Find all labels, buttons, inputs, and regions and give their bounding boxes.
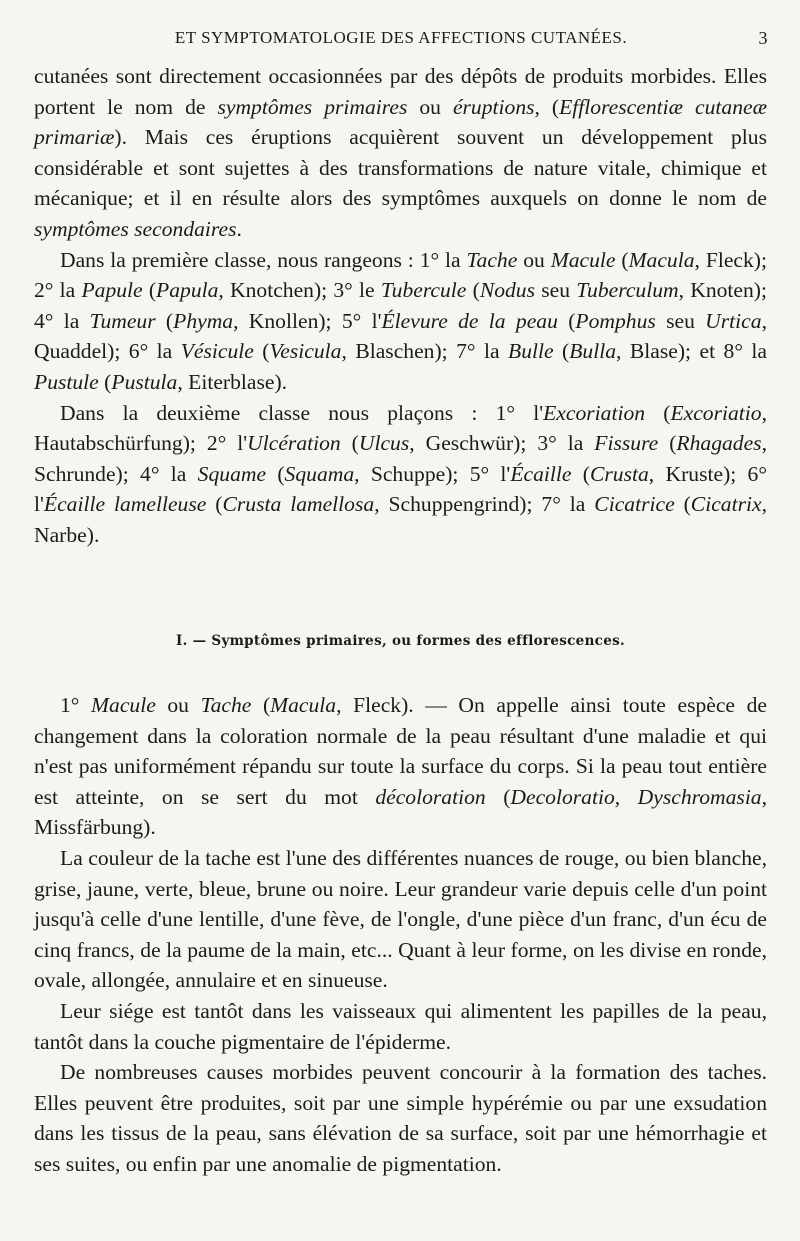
italic-term: Ulcus	[358, 431, 410, 456]
italic-term: Excoriation	[543, 400, 646, 425]
italic-term: éruptions	[452, 94, 535, 119]
italic-term: Macule	[91, 693, 156, 717]
running-title: ET SYMPTOMATOLOGIE DES AFFECTIONS CUTANÉES.	[174, 28, 628, 47]
italic-term: Papula	[156, 278, 219, 303]
italic-term: Élevure de la peau	[381, 308, 558, 333]
italic-term: Tubercule	[380, 278, 467, 303]
italic-term: Bulla	[569, 339, 617, 364]
italic-term: Excoriatio	[670, 400, 762, 425]
italic-term: Nodus	[479, 278, 536, 303]
italic-term: Dyschromasia	[637, 784, 762, 809]
italic-term: décoloration	[375, 784, 486, 809]
italic-term: Pomphus	[575, 308, 656, 333]
italic-term: Squama	[284, 461, 355, 486]
italic-term: Tache	[466, 247, 518, 272]
intro-paragraph: cutanées sont directement occasionnées par des dépôts de produits morbides. Elles portent le nom de symptômes primaires ou éruptions, (Efflorescentiæ cutaneæ primariæ). Mais ces éruptions acquièrent souvent un développement plus considérable et sont sujettes à des transformations de nature vitale, chimique et mécanique; et il en résulte alors des symptômes auxquels on donne le nom de symptômes secondaires.	[34, 64, 767, 241]
section-heading: I. — Symptômes primaires, ou formes des efflorescences.	[175, 633, 625, 649]
italic-term: Cicatrix	[690, 492, 762, 517]
italic-term: Bulle	[508, 339, 554, 364]
italic-term: Macula	[628, 247, 695, 272]
italic-term: Macula	[270, 693, 337, 717]
italic-term: Urtica	[705, 308, 762, 333]
italic-term: Phyma	[173, 308, 234, 333]
italic-term: Tuberculum	[576, 278, 679, 303]
italic-term: Papule	[81, 278, 143, 303]
intro-text	[34, 61, 767, 551]
italic-term: Écaille lamelleuse	[43, 492, 207, 517]
italic-term: Crusta	[589, 461, 649, 486]
page-number: 3	[758, 28, 768, 48]
italic-term: Pustula	[111, 369, 178, 394]
italic-term: Ulcération	[247, 431, 341, 456]
second-class-paragraph: Dans la deuxième classe nous plaçons : 1° l'Excoriation (Excoriatio, Hautabschürfung); 2° l'Ulcération (Ulcus, Geschwür); 3° la Fissure (Rhagades, Schrunde); 4° la Squame (Squama, Schuppe); 5° l'Écaille (Crusta, Kruste); 6° l'Écaille lamelleuse (Crusta lamellosa, Schuppengrind); 7° la Cicatrice (Cicatrix, Narbe).	[34, 400, 767, 547]
first-class-paragraph: Dans la première classe, nous rangeons : 1° la Tache ou Macule (Macula, Fleck); 2° la Papule (Papula, Knotchen); 3° le Tubercule (Nodus seu Tuberculum, Knoten); 4° la Tumeur (Phyma, Knollen); 5° l'Élevure de la peau (Pomphus seu Urtica, Quaddel); 6° la Vésicule (Vesicula, Blaschen); 7° la Bulle (Bulla, Blase); et 8° la Pustule (Pustula, Eiterblase).	[34, 247, 767, 394]
italic-term: Tumeur	[89, 308, 156, 333]
italic-term: Decoloratio	[510, 784, 615, 809]
macule-seat-paragraph: Leur siége est tantôt dans les vaisseaux qui alimentent les papilles de la peau, tantôt dans la couche pigmentaire de l'épiderme.	[34, 998, 767, 1054]
italic-term: Tache	[200, 693, 252, 717]
italic-term: symptômes secondaires	[34, 216, 237, 241]
italic-term: Vésicule	[180, 339, 254, 364]
macule-text	[34, 690, 767, 1180]
italic-term: Écaille	[510, 461, 572, 486]
italic-term: Efflorescentiæ cutaneæ primariæ	[34, 94, 767, 150]
running-header	[34, 28, 768, 52]
macule-causes-paragraph: De nombreuses causes morbides peuvent concourir à la formation des taches. Elles peuvent être produites, soit par une simple hypérémie ou par une exsudation dans les tissus de la peau, sans élévation de sa surface, soit par une hémorrhagie et ses suites, ou enfin par une anomalie de pigmentation.	[34, 1060, 767, 1176]
macule-color-paragraph: La couleur de la tache est l'une des différentes nuances de rouge, ou bien blanche, grise, jaune, verte, bleue, brune ou noire. Leur grandeur varie depuis celle d'un point jusqu'à celle d'une lentille, d'une fève, de l'ongle, d'une pièce d'un franc, d'un écu de cinq francs, de la paume de la main, etc... Quant à leur forme, on les divise en ronde, ovale, allongée, annulaire et en sinueuse.	[34, 845, 767, 993]
italic-term: symptômes primaires	[217, 94, 408, 119]
italic-term: Vesicula	[269, 339, 342, 364]
italic-term: Crusta lamellosa	[222, 492, 375, 517]
italic-term: Pustule	[34, 369, 99, 394]
italic-term: Macule	[550, 247, 616, 272]
italic-term: Fissure	[594, 431, 659, 456]
italic-term: Squame	[197, 461, 267, 486]
macule-definition-paragraph: 1° Macule ou Tache (Macula, Fleck). — On appelle ainsi toute espèce de changement dans la coloration normale de la peau résultant d'une maladie et qui n'est pas uniformément répandu sur toute la surface du corps. Si la peau tout entière est atteinte, on se sert du mot décoloration (Decoloratio, Dyschromasia, Missfärbung).	[34, 693, 768, 840]
italic-term: Rhagades	[676, 431, 762, 456]
italic-term: Cicatrice	[594, 492, 675, 517]
